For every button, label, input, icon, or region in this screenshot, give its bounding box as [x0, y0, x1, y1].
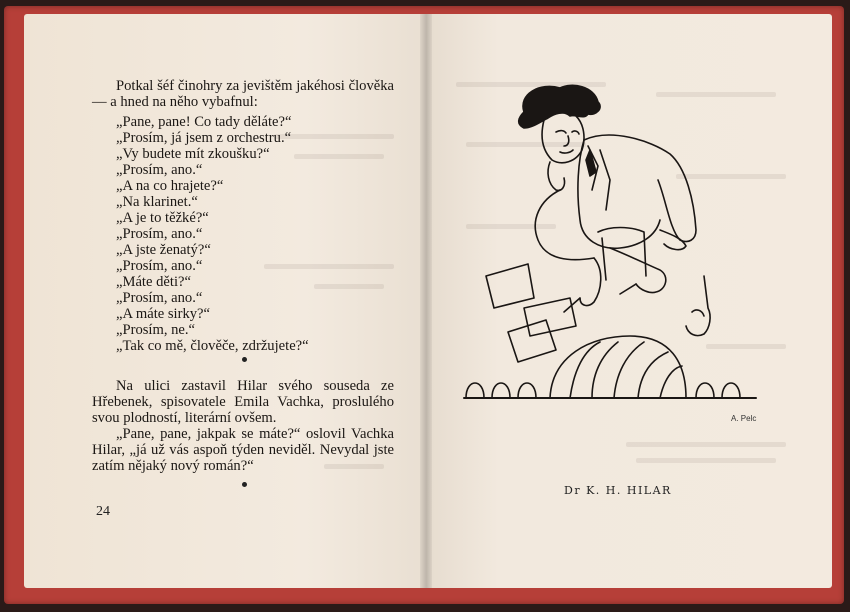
page-number: 24 [96, 504, 110, 519]
dialogue-line: „Prosím, ano.“ [116, 258, 203, 274]
dialogue-line: „A je to těžké?“ [116, 210, 209, 226]
dialogue-line: „Prosím, já jsem z orchestru.“ [116, 130, 292, 146]
dialogue-line: „Prosím, ano.“ [116, 226, 203, 242]
caricature-illustration [460, 80, 764, 410]
intro-paragraph: Potkal šéf činohry za jevištěm jakéhosi člověka — a hned na něho vybafnul: [92, 78, 394, 111]
illustration-caption: Dr K. H. HILAR [564, 484, 672, 497]
book-gutter [420, 14, 432, 588]
dialogue-line: „Prosím, ano.“ [116, 162, 203, 178]
story-paragraph: Na ulici zastavil Hilar svého souseda ze Hřebenek, spisovatele Emila Vachka, proslulého svou plodností, literární ovšem. [92, 378, 394, 427]
dialogue-line: „Vy budete mít zkoušku?“ [116, 146, 270, 162]
dialogue-line: „A máte sirky?“ [116, 306, 211, 322]
artist-signature: A. Pelc [731, 414, 757, 423]
section-divider-bullet [242, 357, 247, 362]
dialogue-line: „A jste ženatý?“ [116, 242, 211, 258]
dialogue-line: „Pane, pane! Co tady děláte?“ [116, 114, 292, 130]
dialogue-line: „Tak co mě, člověče, zdržujete?“ [116, 338, 309, 354]
dialogue-line: „Prosím, ne.“ [116, 322, 196, 338]
dialogue-line: „Na klarinet.“ [116, 194, 198, 210]
dialogue-line: „A na co hrajete?“ [116, 178, 224, 194]
section-divider-bullet [242, 482, 247, 487]
dialogue-line: „Máte děti?“ [116, 274, 191, 290]
story-paragraph: „Pane, pane, jakpak se máte?“ oslovil Vachka Hilar, „já už vás aspoň týden neviděl. Nevydal jste zatím nějaký nový román?“ [92, 426, 394, 475]
dialogue-line: „Prosím, ano.“ [116, 290, 203, 306]
